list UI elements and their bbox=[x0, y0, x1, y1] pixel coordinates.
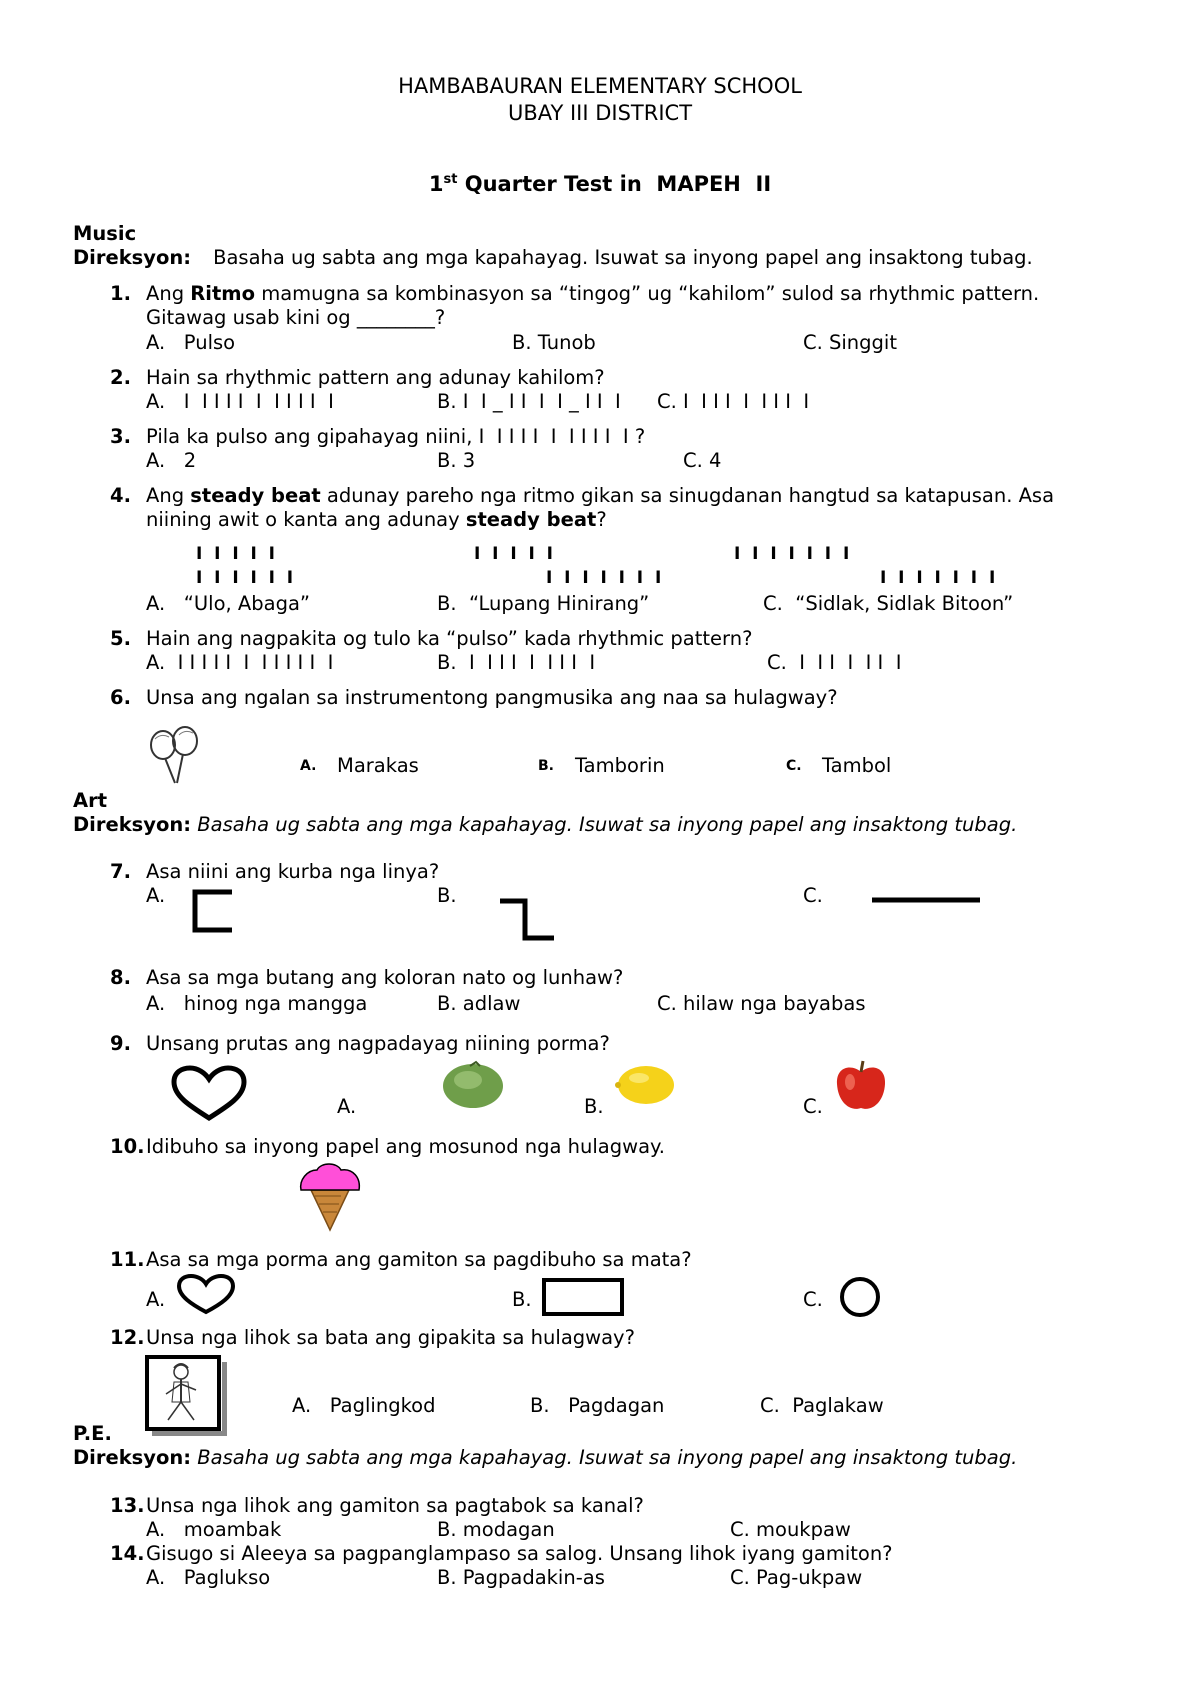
directions-label: Direksyon: bbox=[73, 813, 192, 836]
choice-b: B. modagan bbox=[437, 1518, 555, 1541]
choice-b-letter: B. bbox=[538, 758, 554, 774]
choice-a: A. moambak bbox=[146, 1518, 282, 1541]
choice-a-letter: A. bbox=[300, 758, 317, 774]
choice-a: A. bbox=[146, 884, 166, 907]
circle-shape-image bbox=[838, 1275, 882, 1319]
directions-text: Basaha ug sabta ang mga kapahayag. Isuwat sa inyong papel ang insaktong tubag. bbox=[191, 813, 1018, 836]
choice-b: B. “Lupang Hinirang” bbox=[437, 592, 650, 615]
choice-a: A. I I I I I I I I I I I bbox=[146, 390, 334, 413]
directions-label: Direksyon: bbox=[73, 246, 192, 269]
rectangle-shape-image bbox=[542, 1278, 624, 1316]
step-line-image bbox=[498, 898, 556, 942]
rhythm-pattern-c2: I I I I I I I bbox=[880, 568, 996, 588]
question-text-line2: niining awit o kanta ang adunay steady beat? bbox=[146, 508, 607, 531]
section-music-label: Music bbox=[73, 222, 137, 245]
question-number: 12. bbox=[110, 1326, 145, 1349]
straight-line-image bbox=[870, 896, 982, 904]
question-text: Ang Ritmo mamugna sa kombinasyon sa “tingog” ug “kahilom” sulod sa rhythmic pattern. bbox=[146, 282, 1040, 305]
question-text: Pila ka pulso ang gipahayag niini, I I I I I I I I I I I ? bbox=[146, 425, 646, 448]
choice-a: A. hinog nga mangga bbox=[146, 992, 368, 1015]
choice-a: A. Paglingkod bbox=[292, 1394, 436, 1417]
choice-a: A. “Ulo, Abaga” bbox=[146, 592, 311, 615]
question-text: Hain sa rhythmic pattern ang adunay kahilom? bbox=[146, 366, 605, 389]
question-text-line2: Gitawag usab kini og ________? bbox=[146, 306, 446, 329]
question-text: Unsa nga lihok ang gamiton sa pagtabok sa kanal? bbox=[146, 1494, 644, 1517]
rhythm-pattern-b1: I I I I I bbox=[474, 544, 553, 564]
question-number: 2. bbox=[110, 366, 131, 389]
question-number: 13. bbox=[110, 1494, 145, 1517]
choice-a: A. bbox=[337, 1095, 357, 1118]
guava-image bbox=[440, 1060, 506, 1110]
question-number: 4. bbox=[110, 484, 131, 507]
pe-directions bbox=[73, 1446, 1017, 1469]
choice-b: B. 3 bbox=[437, 449, 476, 472]
rhythm-pattern-a2: I I I I I I bbox=[196, 568, 294, 588]
directions-text: Basaha ug sabta ang mga kapahayag. Isuwat sa inyong papel ang insaktong tubag. bbox=[213, 246, 1033, 269]
question-number: 10. bbox=[110, 1135, 145, 1158]
rhythm-pattern-c1: I I I I I I I bbox=[734, 544, 850, 564]
question-text: Unsa nga lihok sa bata ang gipakita sa hulagway? bbox=[146, 1326, 635, 1349]
choice-c: C. 4 bbox=[683, 449, 722, 472]
heart-shape-image bbox=[176, 1274, 236, 1316]
choice-c: C. moukpaw bbox=[730, 1518, 851, 1541]
question-number: 1. bbox=[110, 282, 131, 305]
choice-b: Tamborin bbox=[575, 754, 665, 777]
question-text: Gisugo si Aleeya sa pagpanglampaso sa salog. Unsang lihok iyang gamiton? bbox=[146, 1542, 893, 1565]
rhythm-pattern-a1: I I I I I bbox=[196, 544, 275, 564]
child-walking-image bbox=[144, 1354, 228, 1436]
section-art-label: Art bbox=[73, 789, 108, 812]
question-text: Asa sa mga butang ang koloran nato og lunhaw? bbox=[146, 966, 624, 989]
choice-b: B. bbox=[584, 1095, 604, 1118]
question-number: 7. bbox=[110, 860, 131, 883]
choice-c: C. bbox=[803, 884, 823, 907]
art-directions bbox=[73, 813, 1017, 836]
choice-b: B. bbox=[512, 1288, 532, 1311]
section-pe-label: P.E. bbox=[73, 1422, 112, 1445]
choice-b: B. adlaw bbox=[437, 992, 521, 1015]
question-number: 5. bbox=[110, 627, 131, 650]
title-number: 1 bbox=[428, 172, 444, 196]
question-text: Idibuho sa inyong papel ang mosunod nga hulagway. bbox=[146, 1135, 665, 1158]
question-text: Unsang prutas ang nagpadayag niining porma? bbox=[146, 1032, 610, 1055]
choice-a: A. 2 bbox=[146, 449, 197, 472]
directions-text: Basaha ug sabta ang mga kapahayag. Isuwat sa inyong papel ang insaktong tubag. bbox=[191, 1446, 1018, 1469]
rhythm-pattern-b2: I I I I I I I bbox=[546, 568, 662, 588]
directions-label: Direksyon: bbox=[73, 1446, 192, 1469]
choice-a: A. I I I I I I I I I I I I bbox=[146, 651, 334, 674]
choice-a: A. Paglukso bbox=[146, 1566, 271, 1589]
question-text: Unsa ang ngalan sa instrumentong pangmusika ang naa sa hulagway? bbox=[146, 686, 838, 709]
district-name: UBAY III DISTRICT bbox=[507, 101, 693, 125]
question-number: 11. bbox=[110, 1248, 145, 1271]
question-text: Asa niini ang kurba nga linya? bbox=[146, 860, 440, 883]
choice-c: C. hilaw nga bayabas bbox=[657, 992, 866, 1015]
question-number: 8. bbox=[110, 966, 131, 989]
question-text: Ang steady beat adunay pareho nga ritmo gikan sa sinugdanan hangtud sa katapusan. Asa bbox=[146, 484, 1055, 507]
test-title bbox=[0, 172, 1200, 196]
choice-b: B. Pagpadakin-as bbox=[437, 1566, 605, 1589]
question-text: Hain ang nagpakita og tulo ka “pulso” kada rhythmic pattern? bbox=[146, 627, 753, 650]
ice-cream-cone-image bbox=[297, 1160, 363, 1232]
question-number: 9. bbox=[110, 1032, 131, 1055]
heart-shape-image bbox=[170, 1066, 248, 1122]
choice-b: B. I I I I I I I I I bbox=[437, 651, 596, 674]
title-superscript: st bbox=[443, 172, 458, 187]
choice-c: C. Singgit bbox=[803, 331, 897, 354]
choice-c: C. I I I I I I I bbox=[767, 651, 902, 674]
lemon-image bbox=[615, 1064, 677, 1106]
choice-b: B. I I _ I I I I _ I I I bbox=[437, 390, 621, 413]
apple-image bbox=[834, 1058, 888, 1114]
maracas-image bbox=[145, 725, 205, 787]
choice-c: C. Paglakaw bbox=[760, 1394, 884, 1417]
choice-c-letter: C. bbox=[786, 758, 802, 774]
choice-c: C. “Sidlak, Sidlak Bitoon” bbox=[763, 592, 1014, 615]
choice-a: A. bbox=[146, 1288, 166, 1311]
choice-a: A. Pulso bbox=[146, 331, 236, 354]
question-number: 3. bbox=[110, 425, 131, 448]
choice-c: C. bbox=[803, 1095, 823, 1118]
question-text: Asa sa mga porma ang gamiton sa pagdibuho sa mata? bbox=[146, 1248, 692, 1271]
choice-c: C. bbox=[803, 1288, 823, 1311]
school-name: HAMBABAURAN ELEMENTARY SCHOOL bbox=[398, 74, 802, 98]
choice-b: B. Tunob bbox=[512, 331, 596, 354]
bracket-line-image bbox=[190, 888, 236, 934]
music-directions bbox=[73, 246, 1033, 269]
title-text: Quarter Test in MAPEH II bbox=[457, 172, 772, 196]
question-number: 14. bbox=[110, 1542, 145, 1565]
choice-c: C. Pag-ukpaw bbox=[730, 1566, 863, 1589]
choice-a: Marakas bbox=[337, 754, 419, 777]
choice-c: Tambol bbox=[822, 754, 892, 777]
choice-b: B. Pagdagan bbox=[530, 1394, 665, 1417]
choice-c: C. I I I I I I I I I bbox=[657, 390, 810, 413]
question-number: 6. bbox=[110, 686, 131, 709]
choice-b: B. bbox=[437, 884, 457, 907]
